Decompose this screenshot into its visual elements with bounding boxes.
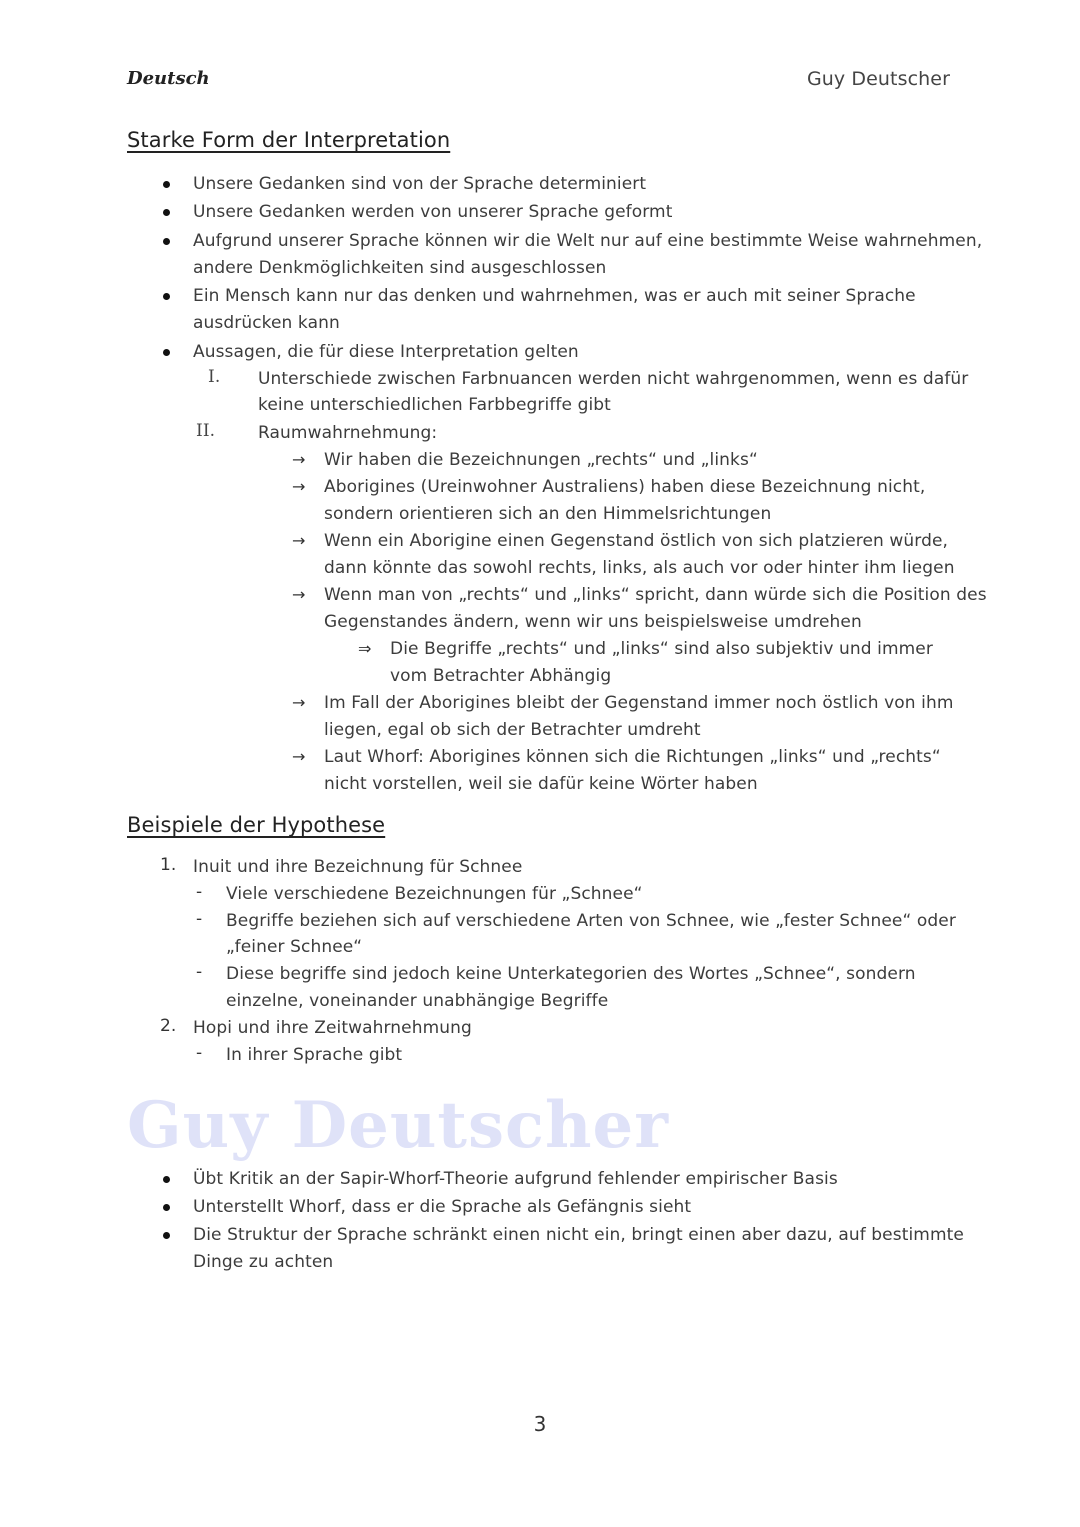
arrow-icon: → [292,693,306,712]
section-title-beispiele: Beispiele der Hypothese [127,813,386,837]
arrow-icon: → [292,531,306,550]
dash-item-continuation: „feiner Schnee“ [226,937,363,957]
arrow-item: Aborigines (Ureinwohner Australiens) haben diese Bezeichnung nicht, [324,477,926,497]
roman-item: Unterschiede zwischen Farbnuancen werden nicht wahrgenommen, wenn es dafür [258,369,969,389]
arrow-item: Wenn man von „rechts“ und „links“ spricht, dann würde sich die Position des [324,585,987,605]
arrow-item-continuation: Gegenstandes ändern, wenn wir uns beispielsweise umdrehen [324,612,862,632]
roman-marker: I. [208,367,221,387]
section-title-guy-deutscher: Guy Deutscher [127,1088,669,1163]
bullet-item: Aufgrund unserer Sprache können wir die Welt nur auf eine bestimmte Weise wahrnehmen, [193,228,982,254]
dash-item: Begriffe beziehen sich auf verschiedene Arten von Schnee, wie „fester Schnee“ oder [226,911,956,931]
section-title-starke-form: Starke Form der Interpretation [127,128,451,152]
arrow-item: Im Fall der Aborigines bleibt der Gegenstand immer noch östlich von ihm [324,693,954,713]
dash-item: In ihrer Sprache gibt [226,1045,403,1065]
dash-icon: - [196,909,203,929]
header-author: Guy Deutscher [806,68,950,90]
arrow-item-continuation: sondern orientieren sich an den Himmelsrichtungen [324,504,772,524]
dash-icon: - [196,882,203,902]
conclusion-item: Die Begriffe „rechts“ und „links“ sind also subjektiv und immer [390,639,933,659]
arrow-item-continuation: nicht vorstellen, weil sie dafür keine Wörter haben [324,774,758,794]
dash-item: Viele verschiedene Bezeichnungen für „Schnee“ [226,884,643,904]
conclusion-item-continuation: vom Betrachter Abhängig [390,666,612,686]
roman-item-continuation: keine unterschiedlichen Farbbegriffe gibt [258,395,611,415]
bullet-item-continuation: Dinge zu achten [193,1252,334,1272]
bullet-item-continuation: ausdrücken kann [193,313,340,333]
list-number: 1. [160,855,177,875]
bullet-item: Aussagen, die für diese Interpretation gelten [193,339,579,365]
roman-item: Raumwahrnehmung: [258,423,438,443]
page-number: 3 [533,1412,547,1436]
header-subject: Deutsch [127,68,210,89]
bullet-item: Unterstellt Whorf, dass er die Sprache als Gefängnis sieht [193,1194,691,1220]
bullet-item: Unsere Gedanken werden von unserer Sprache geformt [193,199,672,225]
roman-marker: II. [196,421,216,441]
double-arrow-icon: ⇒ [358,639,372,658]
bullet-item: Ein Mensch kann nur das denken und wahrnehmen, was er auch mit seiner Sprache [193,283,916,309]
bullet-item: Übt Kritik an der Sapir-Whorf-Theorie aufgrund fehlender empirischer Basis [193,1166,838,1192]
arrow-item-continuation: dann könnte das sowohl rechts, links, als auch vor oder hinter ihm liegen [324,558,955,578]
bullet-item: Die Struktur der Sprache schränkt einen nicht ein, bringt einen aber dazu, auf bestimmte [193,1222,964,1248]
bullet-item-continuation: andere Denkmöglichkeiten sind ausgeschlossen [193,258,607,278]
arrow-item: Wir haben die Bezeichnungen „rechts“ und „links“ [324,450,758,470]
list-number: 2. [160,1016,177,1036]
list-item: Hopi und ihre Zeitwahrnehmung [193,1018,472,1038]
arrow-item: Wenn ein Aborigine einen Gegenstand östlich von sich platzieren würde, [324,531,949,551]
arrow-item-continuation: liegen, egal ob sich der Betrachter umdreht [324,720,701,740]
arrow-icon: → [292,477,306,496]
dash-item-continuation: einzelne, voneinander unabhängige Begriffe [226,991,609,1011]
bullet-item: Unsere Gedanken sind von der Sprache determiniert [193,171,646,197]
list-item: Inuit und ihre Bezeichnung für Schnee [193,857,523,877]
dash-icon: - [196,1043,203,1063]
arrow-icon: → [292,747,306,766]
arrow-item: Laut Whorf: Aborigines können sich die Richtungen „links“ und „rechts“ [324,747,941,767]
arrow-icon: → [292,450,306,469]
dash-item: Diese begriffe sind jedoch keine Unterkategorien des Wortes „Schnee“, sondern [226,964,916,984]
arrow-icon: → [292,585,306,604]
dash-icon: - [196,962,203,982]
